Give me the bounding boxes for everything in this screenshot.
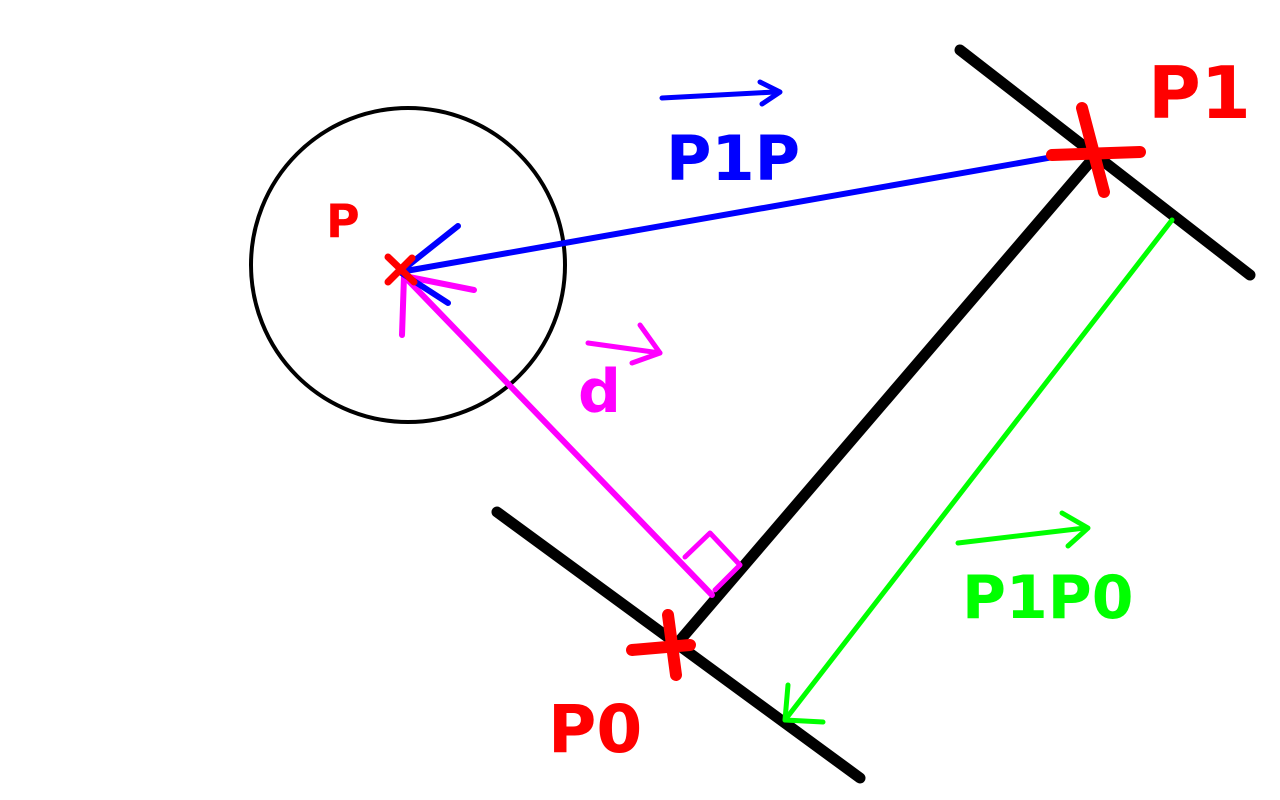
label-vector-d: d	[578, 357, 621, 427]
label-point-p: P	[326, 194, 360, 248]
vector-p1p-overbar-icon	[662, 82, 780, 104]
label-vector-p1p0: P1P0	[962, 563, 1134, 633]
vector-d-arrow	[402, 276, 712, 595]
label-point-p0: P0	[548, 691, 643, 768]
vector-p1p0-overbar-icon	[958, 513, 1088, 546]
label-point-p1: P1	[1148, 51, 1251, 135]
label-vector-p1p: P1P	[666, 122, 801, 195]
